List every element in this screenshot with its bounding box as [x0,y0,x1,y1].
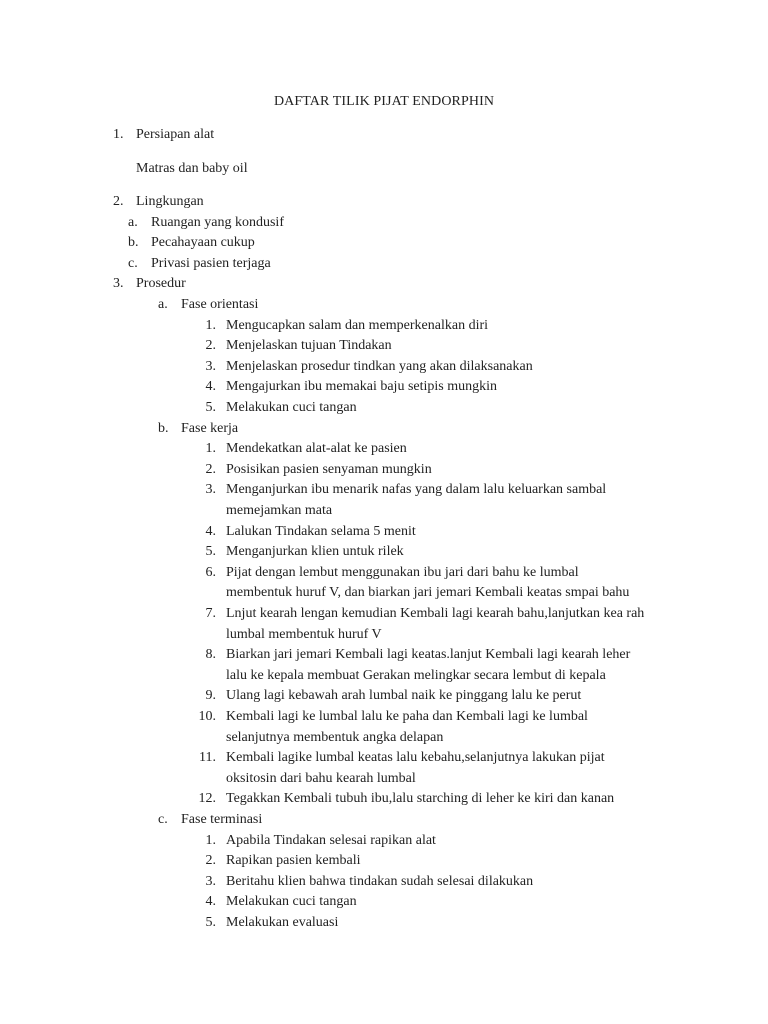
step-text: Menjelaskan tujuan Tindakan [226,338,392,354]
step-text: Mengucapkan salam dan memperkenalkan diri [226,317,489,333]
step-number: 3. [205,482,216,498]
list-item-letter: b. [128,235,139,251]
step-number: 10. [198,709,216,724]
list-item: Ruangan yang kondusif [151,214,284,230]
section-number: 1. [113,127,124,142]
step-number: 5. [205,400,216,415]
step-text: Pijat dengan lembut menggunakan ibu jari dari bahu ke lumbal [226,564,579,580]
step-text: Rapikan pasien kembali [226,853,361,869]
step-text: Apabila Tindakan selesai rapikan alat [226,832,436,848]
step-text: membentuk huruf V, dan biarkan jari jemari Kembali keatas smpai bahu [226,585,630,601]
step-text: Menjelaskan prosedur tindkan yang akan dilaksanakan [226,358,533,374]
step-number: 12. [198,791,216,807]
step-text: Mendekatkan alat-alat ke pasien [226,441,407,457]
step-number: 2. [205,461,216,477]
step-text: Melakukan cuci tangan [226,894,357,910]
step-number: 11. [199,750,216,766]
step-text: Beritahu klien bahwa tindakan sudah selesai dilakukan [226,873,534,889]
step-text: Lalukan Tindakan selama 5 menit [226,523,416,539]
step-number: 9. [205,688,216,704]
phase-letter: a. [158,297,168,312]
step-text: Biarkan jari jemari Kembali lagi keatas.lanjut Kembali lagi kearah leher [226,647,631,663]
section-note: Matras dan baby oil [136,161,248,176]
step-text: Lnjut kearah lengan kemudian Kembali lagi kearah bahu,lanjutkan kea rah [226,606,645,621]
step-text: Ulang lagi kebawah arah lumbal naik ke pinggang lalu ke perut [226,688,582,704]
list-item-letter: c. [128,255,138,271]
step-text: memejamkan mata [226,503,333,518]
phase-letter: c. [158,812,168,827]
step-text: Menganjurkan klien untuk rilek [226,544,404,560]
step-number: 5. [205,915,216,930]
section-heading: Prosedur [136,276,186,292]
step-number: 7. [205,606,216,621]
list-item-letter: a. [128,214,138,230]
step-text: lalu ke kepala membuat Gerakan melingkar secara lembut di kepala [226,667,606,683]
phase-letter: b. [158,420,169,436]
step-number: 4. [205,379,216,395]
step-number: 3. [205,873,216,889]
section-heading: Persiapan alat [136,127,215,142]
step-number: 2. [205,853,216,869]
section-number: 2. [113,194,124,209]
step-number: 5. [205,544,216,560]
step-number: 1. [205,441,216,457]
step-text: Kembali lagike lumbal keatas lalu kebahu,selanjutnya lakukan pijat [226,750,605,766]
step-text: lumbal membentuk huruf V [226,626,382,642]
step-number: 3. [205,358,216,374]
step-text: Mengajurkan ibu memakai baju setipis mungkin [226,379,498,395]
section-heading: Lingkungan [136,194,204,209]
step-number: 4. [205,894,216,910]
step-text: oksitosin dari bahu kearah lumbal [226,770,416,786]
list-item: Privasi pasien terjaga [151,255,271,271]
step-number: 6. [205,564,216,580]
step-text: Kembali lagi ke lumbal lalu ke paha dan Kembali lagi ke lumbal [226,709,588,724]
step-number: 4. [205,523,216,539]
step-text: Melakukan cuci tangan [226,400,357,415]
step-text: selanjutnya membentuk angka delapan [226,729,444,745]
phase-heading: Fase terminasi [181,812,263,827]
step-number: 1. [205,832,216,848]
phase-heading: Fase orientasi [181,297,259,312]
step-text: Melakukan evaluasi [226,915,339,930]
document-title: DAFTAR TILIK PIJAT ENDORPHIN [273,94,495,109]
step-text: Posisikan pasien senyaman mungkin [226,461,432,477]
step-number: 1. [205,317,216,333]
step-number: 8. [205,647,216,663]
phase-heading: Fase kerja [181,420,239,436]
step-text: Menganjurkan ibu menarik nafas yang dalam lalu keluarkan sambal [226,482,607,498]
step-number: 2. [205,338,216,354]
step-text: Tegakkan Kembali tubuh ibu,lalu starching di leher ke kiri dan kanan [226,791,615,807]
list-item: Pecahayaan cukup [151,235,255,251]
section-number: 3. [113,276,124,292]
